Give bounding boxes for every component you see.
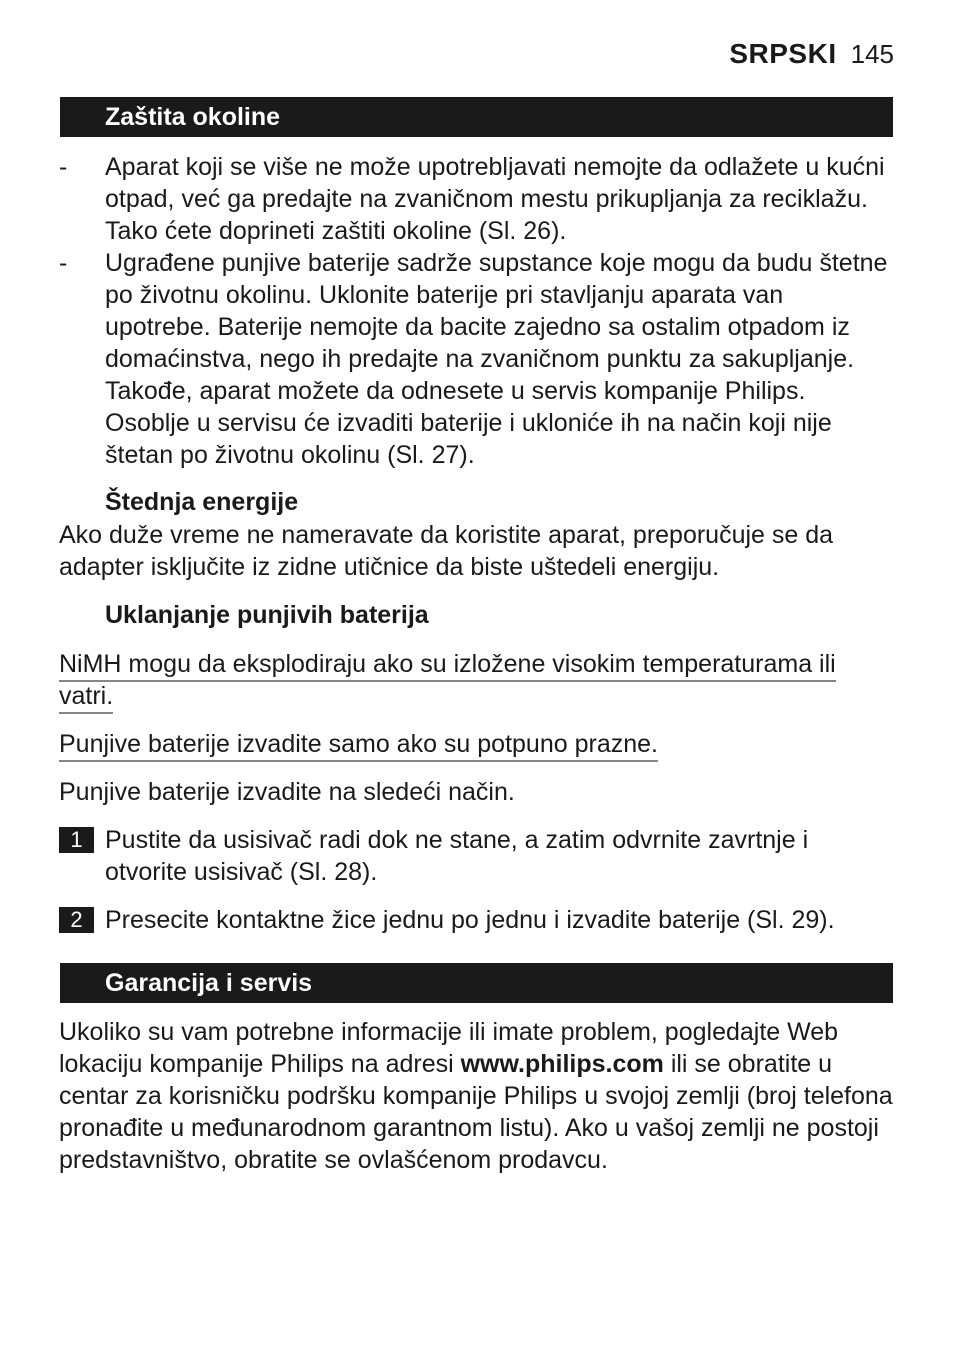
guarantee-text-part-2: ili se obratite u centar za korisničku podršku kompanije Philips u svojoj zemlji (broj telefona pronađite u međunarodnom garantnom listu). Ako u vašoj zemlji ne postoji predstavništvo, obratite se ovlašćenom prodavcu. [59,1050,893,1174]
bullet-item [59,247,893,471]
step-text: Presecite kontaktne žice jednu po jednu i izvadite baterije (Sl. 29). [105,906,835,934]
warning-2-text: Punjive baterije izvadite samo ako su potpuno prazne. [59,730,658,762]
language-label: SRPSKI [729,38,837,69]
philips-website-link[interactable]: www.philips.com [460,1050,664,1078]
guarantee-text [59,1016,893,1176]
section-title-guarantee: Garancija i servis [60,963,893,1003]
removal-intro: Punjive baterije izvadite na sledeći način. [59,778,515,806]
step-text: Pustite da usisivač radi dok ne stane, a zatim odvrnite zavrtnje i otvorite usisivač (Sl. 28). [105,826,809,886]
bullet-dash: - [59,249,68,277]
energy-text: Ako duže vreme ne nameravate da koristite aparat, preporučuje se da adapter isključite iz zidne utičnice da biste uštedeli energiju. [59,521,834,581]
step-item [59,824,893,888]
page-number: 145 [850,39,894,69]
step-number: 2 [59,907,94,933]
warning-1 [59,648,893,712]
warning-1-text: NiMH mogu da eksplodiraju ako su izložene visokim temperaturama ili vatri. [59,650,836,714]
removal-heading: Uklanjanje punjivih baterija [105,601,429,629]
bullet-dash: - [59,153,68,181]
step-item [59,904,893,936]
page-header [729,38,894,70]
bullet-text: Ugrađene punjive baterije sadrže supstance koje mogu da budu štetne po životnu okolinu. Uklonite baterije pri stavljanju aparata van upotrebe. Baterije nemojte da bacite zajedno sa ostalim otpadom iz domaćinstva, nego ih predajte na zvaničnom punktu za sakupljanje. Takođe, aparat možete da odnesete u servis kompanije Philips. Osoblje u servisu će izvaditi baterije i ukloniće ih na način koji nije štetan po životnu okolinu (Sl. 27). [105,249,888,469]
energy-heading: Štednja energije [105,488,299,516]
section-title-environment: Zaštita okoline [60,97,893,137]
guarantee-text-part-1: Ukoliko su vam potrebne informacije ili imate problem, pogledajte Web lokaciju kompanije Philips na adresi [59,1018,839,1078]
bullet-text: Aparat koji se više ne može upotrebljavati nemojte da odlažete u kućni otpad, već ga predajte na zvaničnom mestu prikupljanja za reciklažu. Tako ćete doprineti zaštiti okoline (Sl. 26). [105,153,885,245]
warning-2 [59,728,658,760]
step-number: 1 [59,827,94,853]
bullet-item [59,151,893,247]
